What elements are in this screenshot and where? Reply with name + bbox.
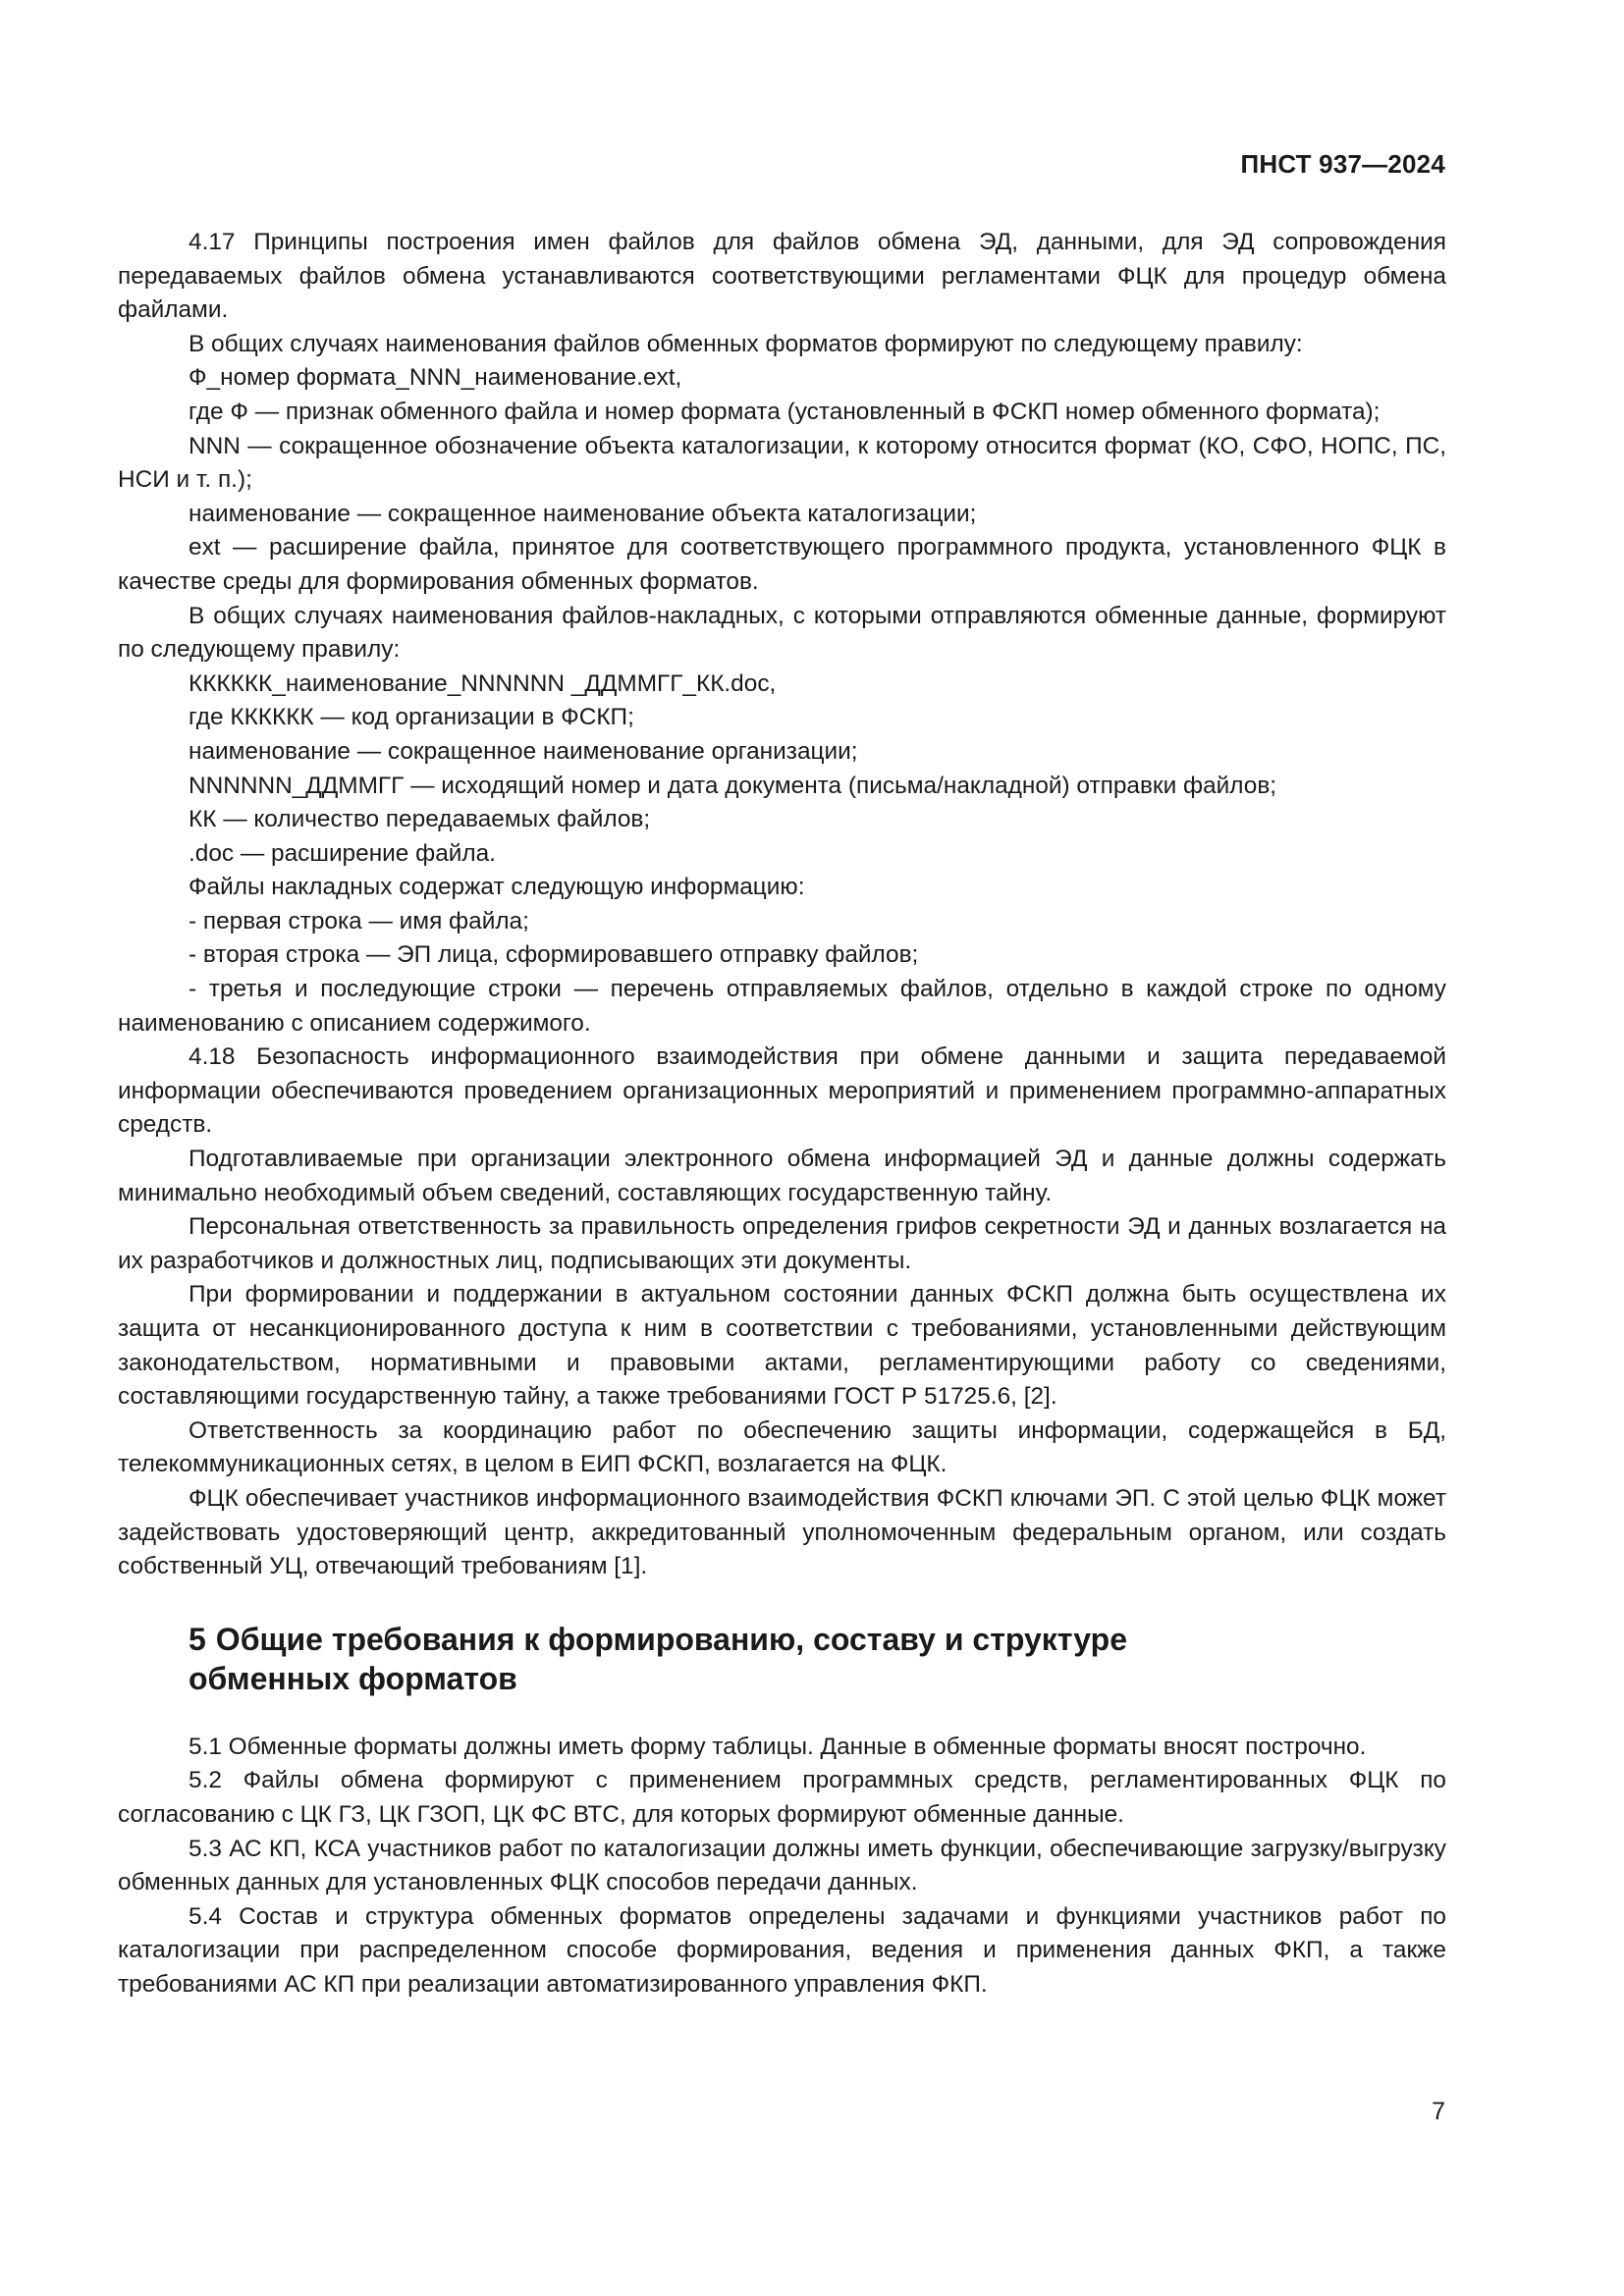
list-item: - вторая строка — ЭП лица, сформировавшего отправку файлов;	[189, 941, 919, 969]
paragraph: где КККККК — код организации в ФСКП;	[189, 704, 634, 731]
paragraph-4-17: 4.17 Принципы построения имен файлов для файлов обмена ЭД, данными, для ЭД сопровождения передаваемых файлов обмена устанавливаются соответствующими регламентами ФЦК для процедур обмена файлами.	[118, 229, 1446, 324]
section-title-line2: обменных форматов	[189, 1660, 517, 1696]
file-name-pattern: Ф_номер формата_NNN_наименование.ext,	[189, 364, 682, 392]
paragraph: наименование — сокращенное наименование организации;	[189, 737, 858, 765]
paragraph: наименование — сокращенное наименование объекта каталогизации;	[189, 500, 977, 527]
paragraph: .doc — расширение файла.	[189, 839, 496, 867]
paragraph-5-1: 5.1 Обменные форматы должны иметь форму таблицы. Данные в обменные форматы вносят построчно.	[189, 1733, 1367, 1760]
document-body	[118, 226, 1446, 2002]
paragraph: NNN — сокращенное обозначение объекта каталогизации, к которому относится формат (КО, СФО, НОПС, ПС, НСИ и т. п.);	[118, 432, 1446, 494]
list-item: - третья и последующие строки — перечень отправляемых файлов, отдельно в каждой строке по одному наименованию с описанием содержимого.	[118, 976, 1446, 1037]
paragraph: Файлы накладных содержат следующую информацию:	[189, 874, 805, 901]
section-number: 5	[189, 1621, 206, 1657]
paragraph: Персональная ответственность за правильность определения грифов секретности ЭД и данных возлагается на их разработчиков и должностных лиц, подписывающих эти документы.	[118, 1213, 1446, 1274]
paragraph: Ответственность за координацию работ по обеспечению защиты информации, содержащейся в БД, телекоммуникационных сетях, в целом в ЕИП ФСКП, возлагается на ФЦК.	[118, 1416, 1446, 1478]
paragraph-5-3: 5.3 АС КП, КСА участников работ по каталогизации должны иметь функции, обеспечивающие загрузку/выгрузку обменных данных для установленных ФЦК способов передачи данных.	[118, 1835, 1446, 1896]
paragraph: В общих случаях наименования файлов обменных форматов формируют по следующему правилу:	[189, 330, 1303, 357]
invoice-name-pattern: КККККК_наименование_NNNNNN _ДДММГГ_КК.doc,	[189, 669, 777, 697]
page-number: 7	[1432, 2098, 1445, 2125]
paragraph-5-2: 5.2 Файлы обмена формируют с применением программных средств, регламентированных ФЦК по согласованию с ЦК ГЗ, ЦК ГЗОП, ЦК ФС ВТС, для которых формируют обменные данные.	[118, 1767, 1446, 1828]
paragraph: где Ф — признак обменного файла и номер формата (установленный в ФСКП номер обменного формата);	[189, 398, 1380, 425]
section-title-line1: Общие требования к формированию, составу и структуре	[215, 1621, 1127, 1657]
paragraph: КК — количество передаваемых файлов;	[189, 806, 651, 833]
paragraph-5-4: 5.4 Состав и структура обменных форматов определены задачами и функциями участников работ по каталогизации при распределенном способе формирования, ведения и применения данных ФКП, а также требованиями АС КП при реализации автоматизированного управления ФКП.	[118, 1902, 1446, 1998]
paragraph: При формировании и поддержании в актуальном состоянии данных ФСКП должна быть осуществлена их защита от несанкционированного доступа к ним в соответствии с требованиями, установленными действующим законодательством, нормативными и правовыми актами, регламентирующими работу со сведениями, составляющими государственную тайну, а также требованиями ГОСТ Р 51725.6, [2].	[118, 1281, 1446, 1411]
document-code: ПНСТ 937—2024	[1240, 149, 1445, 179]
paragraph: ext — расширение файла, принятое для соответствующего программного продукта, установленного ФЦК в качестве среды для формирования обменных форматов.	[118, 534, 1446, 595]
list-item: - первая строка — имя файла;	[189, 907, 529, 934]
paragraph: ФЦК обеспечивает участников информационного взаимодействия ФСКП ключами ЭП. С этой целью ФЦК может задействовать удостоверяющий центр, аккредитованный уполномоченным федеральным органом, или создать собственный УЦ, отвечающий требованиям [1].	[118, 1484, 1446, 1580]
paragraph: Подготавливаемые при организации электронного обмена информацией ЭД и данные должны содержать минимально необходимый объем сведений, составляющих государственную тайну.	[118, 1146, 1446, 1206]
section-5-heading	[118, 1620, 1446, 1698]
paragraph: В общих случаях наименования файлов-накладных, с которыми отправляются обменные данные, формируют по следующему правилу:	[118, 602, 1446, 664]
paragraph-4-18: 4.18 Безопасность информационного взаимодействия при обмене данными и защита передаваемой информации обеспечиваются проведением организационных мероприятий и применением программно-аппаратных средств.	[118, 1043, 1446, 1139]
paragraph: NNNNNN_ДДММГГ — исходящий номер и дата документа (письма/накладной) отправки файлов;	[189, 772, 1277, 799]
